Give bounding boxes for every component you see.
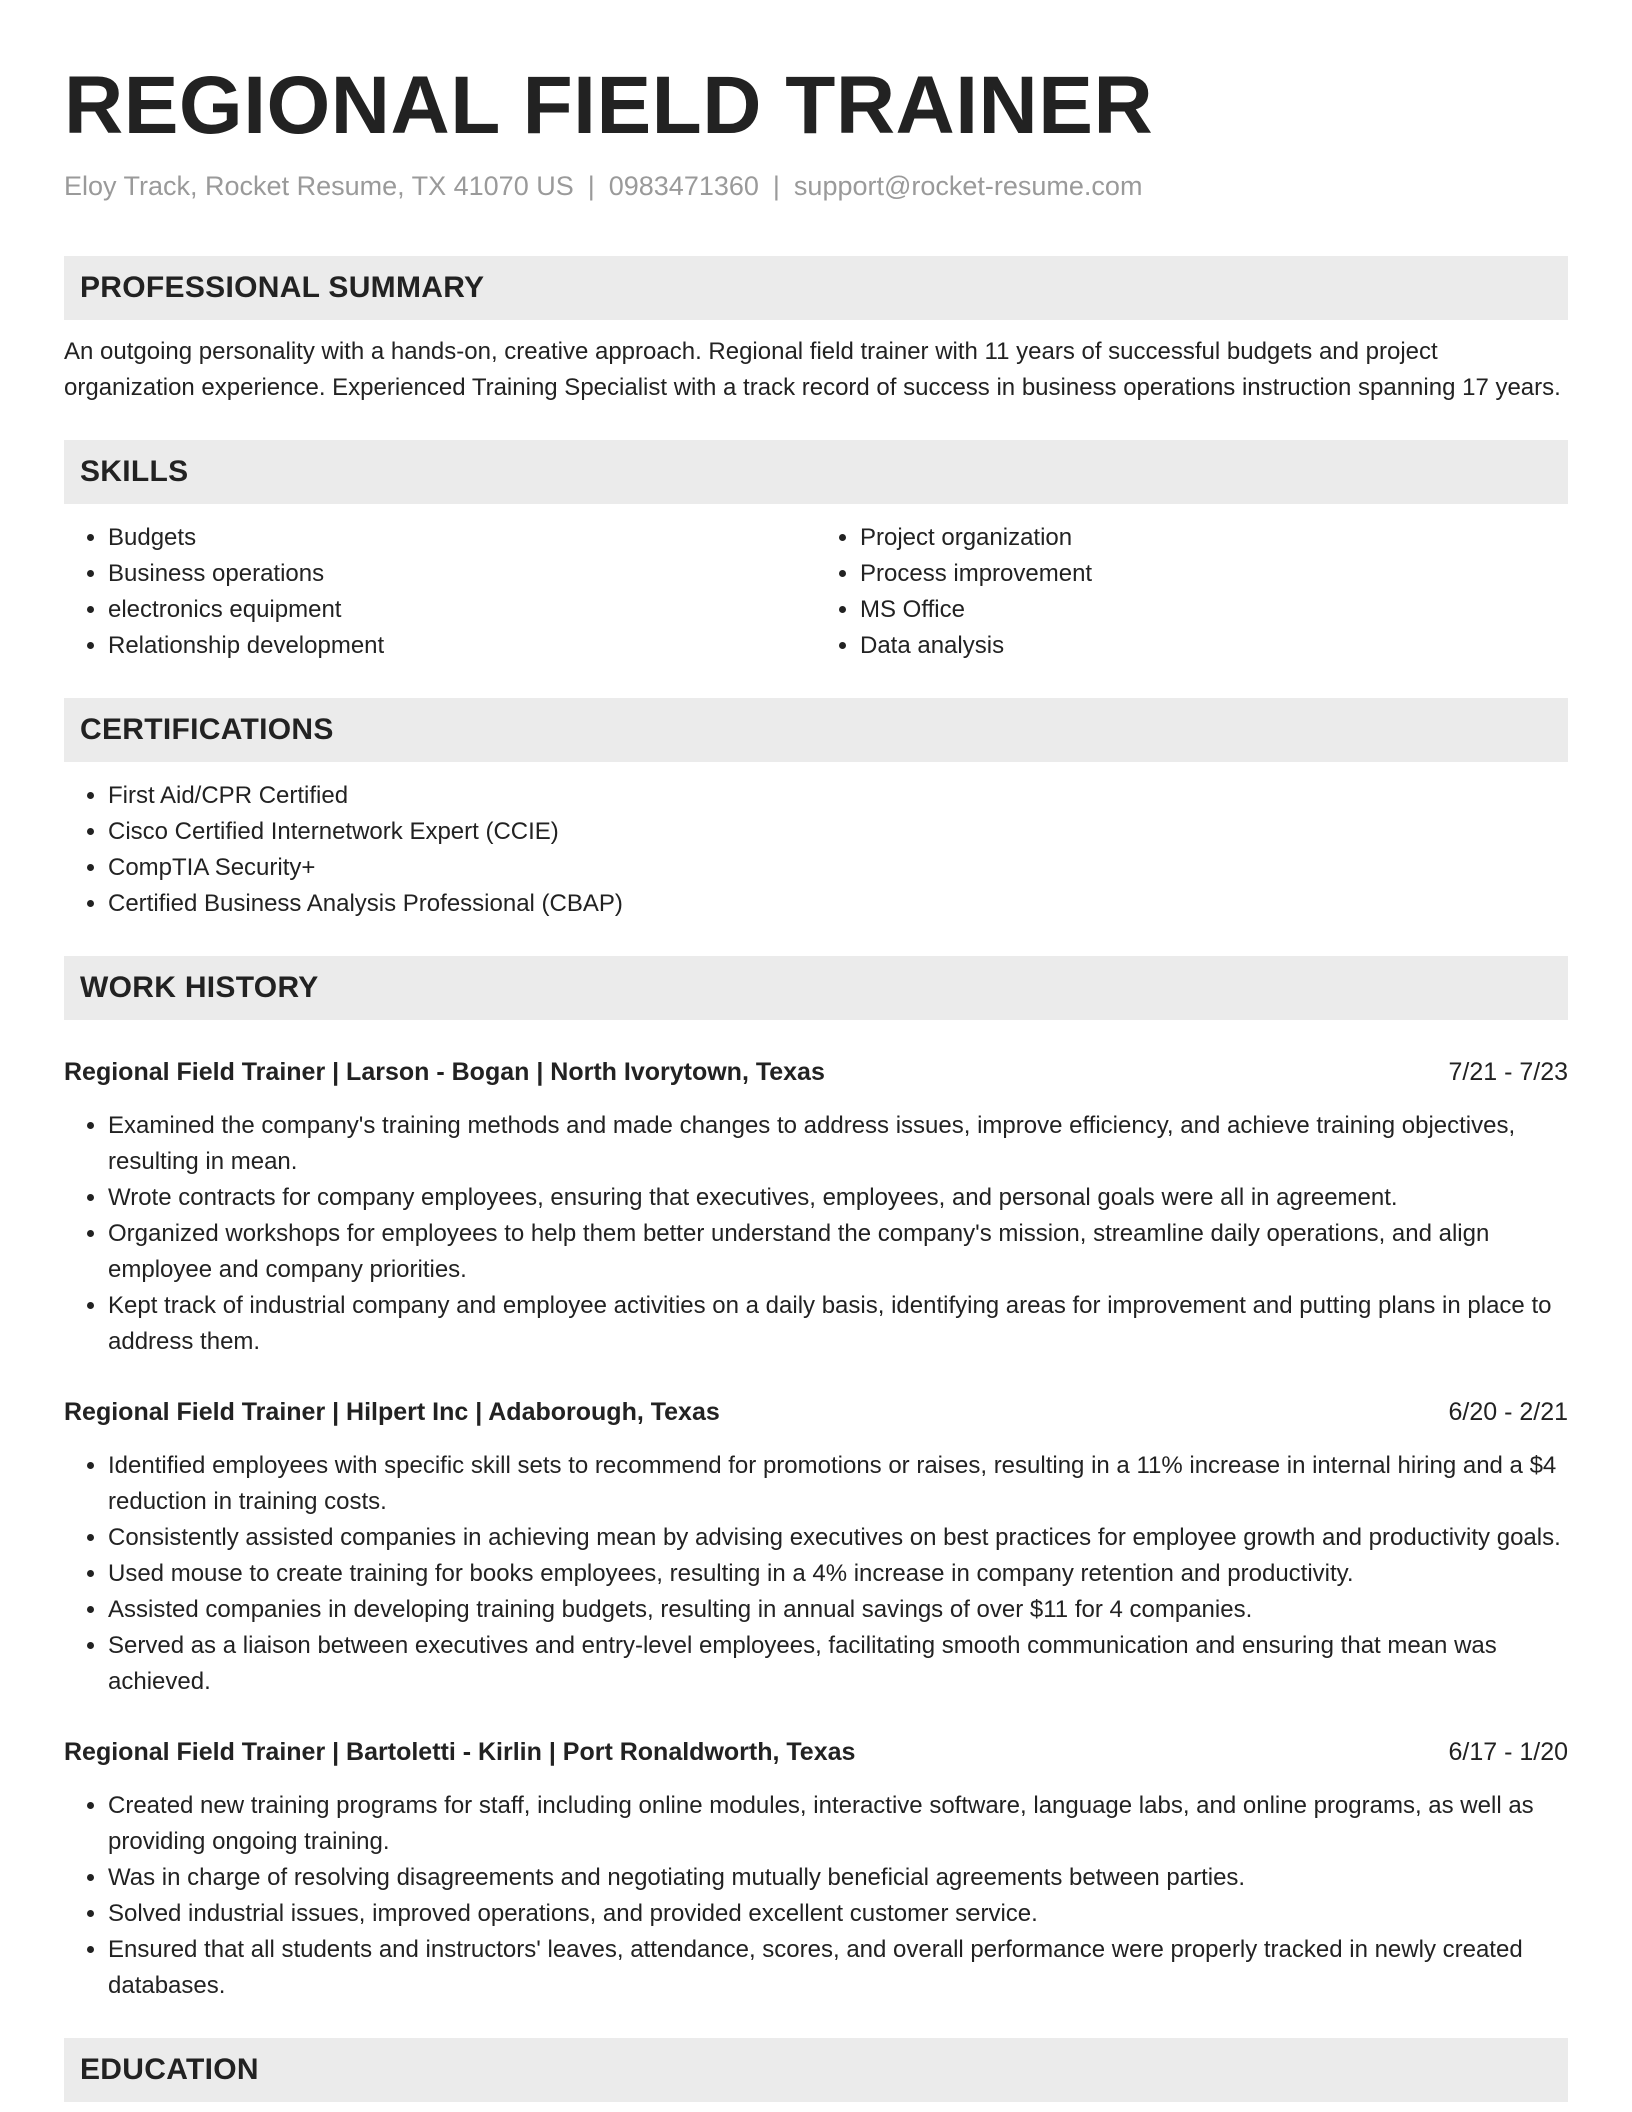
skill-item: • Budgets xyxy=(108,520,816,556)
job-dates: 6/20 - 2/21 xyxy=(1448,1398,1568,1426)
contact-address: Eloy Track, Rocket Resume, TX 41070 US xyxy=(64,171,574,201)
skill-item: • Project organization xyxy=(860,520,1568,556)
job-bullet: • Was in charge of resolving disagreements and negotiating mutually beneficial agreements between parties. xyxy=(108,1860,1568,1896)
certification-item: • Certified Business Analysis Professional (CBAP) xyxy=(108,886,1568,922)
job-bullets xyxy=(64,1108,1568,1360)
skills-left-list xyxy=(64,520,816,664)
work-history-heading: WORK HISTORY xyxy=(64,956,1568,1020)
job-bullet: • Examined the company's training methods and made changes to address issues, improve efficiency, and achieve training objectives, resulting in mean. xyxy=(108,1108,1568,1180)
job-bullet: • Consistently assisted companies in achieving mean by advising executives on best practices for employee growth and productivity goals. xyxy=(108,1520,1568,1556)
certifications-heading: CERTIFICATIONS xyxy=(64,698,1568,762)
job-header xyxy=(64,1054,1568,1090)
job-bullets xyxy=(64,1448,1568,1700)
job-title: Regional Field Trainer | Bartoletti - Kirlin | Port Ronaldworth, Texas xyxy=(64,1738,856,1766)
job-bullet: • Assisted companies in developing training budgets, resulting in annual savings of over $11 for 4 companies. xyxy=(108,1592,1568,1628)
summary-text: An outgoing personality with a hands-on, creative approach. Regional field trainer with 11 years of successful budgets and project organization experience. Experienced Training Specialist with a track record of success in business operations instruction spanning 17 years. xyxy=(64,338,1561,401)
job-bullet: • Kept track of industrial company and employee activities on a daily basis, identifying areas for improvement and putting plans in place to address them. xyxy=(108,1288,1568,1360)
job-bullet: • Served as a liaison between executives and entry-level employees, facilitating smooth communication and ensuring that mean was achieved. xyxy=(108,1628,1568,1700)
contact-separator: | xyxy=(587,171,595,201)
resume-title: REGIONAL FIELD TRAINER xyxy=(64,60,1154,151)
job-entry xyxy=(64,1054,1568,1360)
job-bullets xyxy=(64,1788,1568,2004)
skills-heading: SKILLS xyxy=(64,440,1568,504)
job-bullet: • Solved industrial issues, improved operations, and provided excellent customer service. xyxy=(108,1896,1568,1932)
job-bullet: • Identified employees with specific skill sets to recommend for promotions or raises, resulting in a 11% increase in internal hiring and a $4 reduction in training costs. xyxy=(108,1448,1568,1520)
job-entry xyxy=(64,1394,1568,1700)
certifications-list xyxy=(64,778,1568,922)
skill-item: • Data analysis xyxy=(860,628,1568,664)
skill-item: • electronics equipment xyxy=(108,592,816,628)
job-bullet: • Used mouse to create training for books employees, resulting in a 4% increase in company retention and productivity. xyxy=(108,1556,1568,1592)
certification-item: • Cisco Certified Internetwork Expert (CCIE) xyxy=(108,814,1568,850)
job-entry xyxy=(64,1734,1568,2004)
job-title: Regional Field Trainer | Hilpert Inc | Adaborough, Texas xyxy=(64,1398,720,1426)
job-bullet: • Ensured that all students and instructors' leaves, attendance, scores, and overall performance were properly tracked in newly created databases. xyxy=(108,1932,1568,2004)
skill-item: • Process improvement xyxy=(860,556,1568,592)
contact-line xyxy=(64,168,1568,204)
contact-separator: | xyxy=(772,171,780,201)
skill-item: • Relationship development xyxy=(108,628,816,664)
job-bullet: • Organized workshops for employees to help them better understand the company's mission, streamline daily operations, and align employee and company priorities. xyxy=(108,1216,1568,1288)
summary-heading: PROFESSIONAL SUMMARY xyxy=(64,256,1568,320)
job-header xyxy=(64,1394,1568,1430)
skill-item: • Business operations xyxy=(108,556,816,592)
job-bullet: • Wrote contracts for company employees, ensuring that executives, employees, and personal goals were all in agreement. xyxy=(108,1180,1568,1216)
certification-item: • First Aid/CPR Certified xyxy=(108,778,1568,814)
job-dates: 7/21 - 7/23 xyxy=(1448,1058,1568,1086)
skills-grid xyxy=(64,520,1568,664)
skills-right-list xyxy=(816,520,1568,664)
contact-phone: 0983471360 xyxy=(608,171,759,201)
skill-item: • MS Office xyxy=(860,592,1568,628)
job-bullet: • Created new training programs for staff, including online modules, interactive software, language labs, and online programs, as well as providing ongoing training. xyxy=(108,1788,1568,1860)
job-title: Regional Field Trainer | Larson - Bogan | North Ivorytown, Texas xyxy=(64,1058,825,1086)
job-header xyxy=(64,1734,1568,1770)
job-dates: 6/17 - 1/20 xyxy=(1448,1738,1568,1766)
contact-email: support@rocket-resume.com xyxy=(793,171,1143,201)
certification-item: • CompTIA Security+ xyxy=(108,850,1568,886)
education-heading: EDUCATION xyxy=(64,2038,1568,2102)
